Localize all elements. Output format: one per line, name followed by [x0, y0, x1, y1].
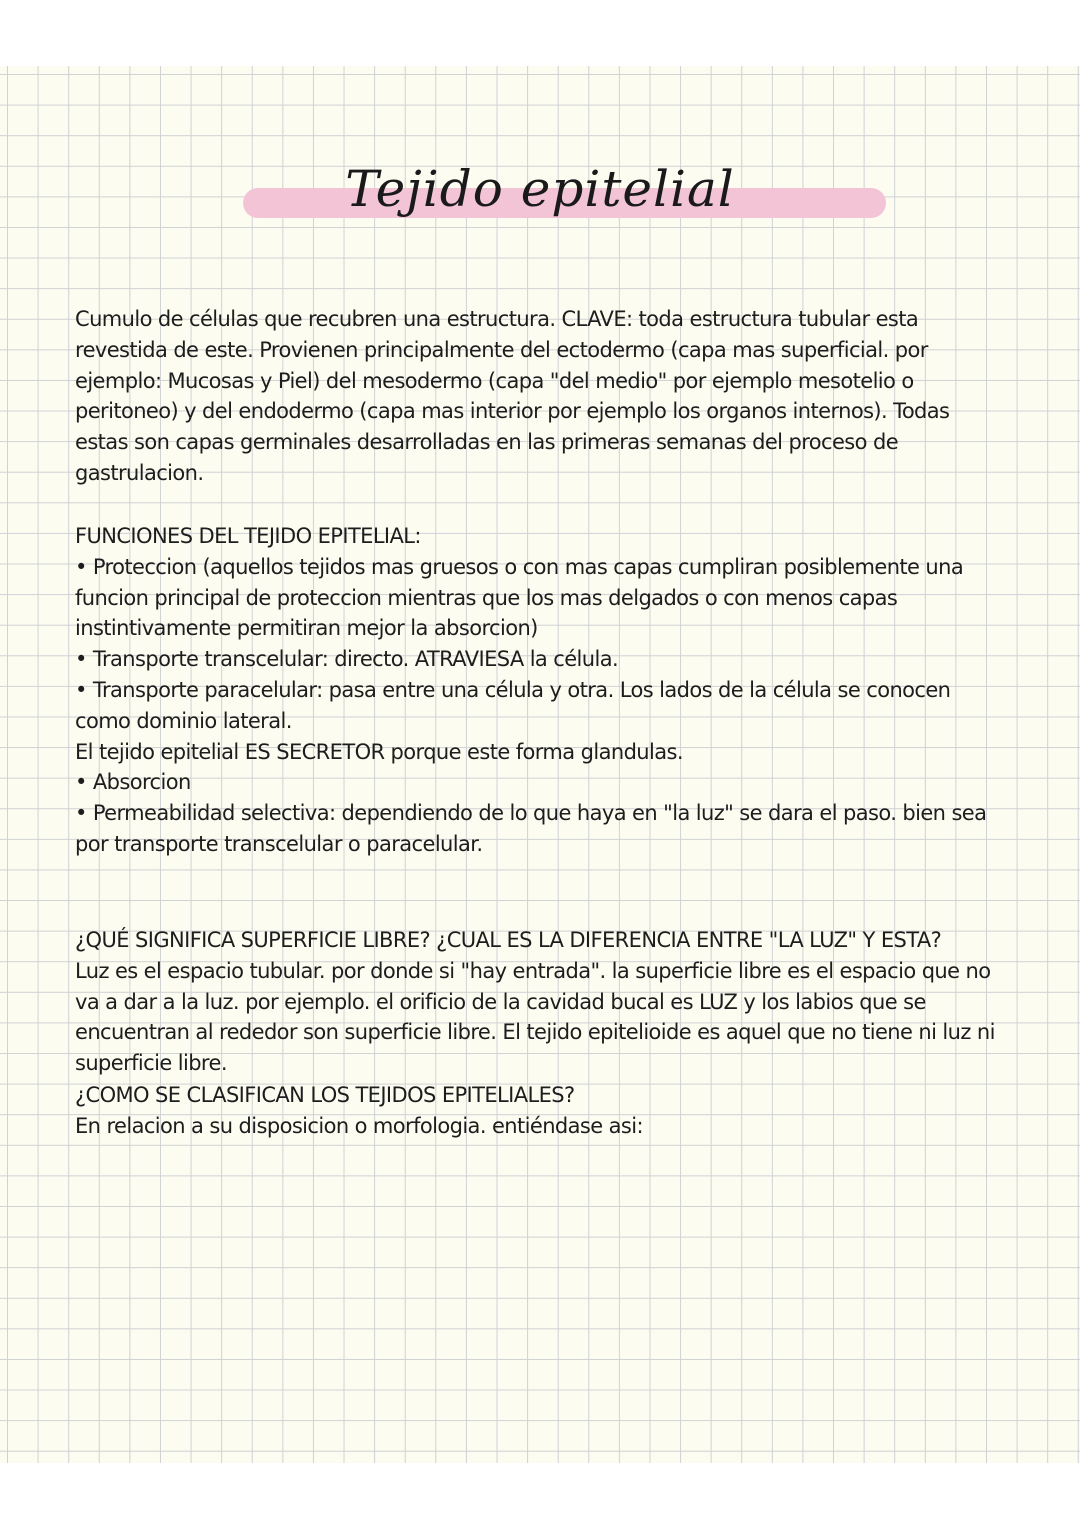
- clasificacion-heading: ¿COMO SE CLASIFICAN LOS TEJIDOS EPITELIALES?: [75, 1083, 575, 1107]
- funciones-section: [75, 521, 1005, 860]
- clasificacion-section: [75, 1080, 1005, 1142]
- funciones-item-absorcion: • Absorcion: [75, 770, 191, 795]
- funciones-item-permeabilidad: • Permeabilidad selectiva: dependiendo de lo que haya en "la luz" se dara el paso. bien sea por transporte transcelular o paracelular.: [75, 801, 987, 856]
- superficie-section: [75, 925, 1005, 1079]
- superficie-heading: ¿QUÉ SIGNIFICA SUPERFICIE LIBRE? ¿CUAL ES LA DIFERENCIA ENTRE "LA LUZ" Y ESTA?: [75, 928, 942, 952]
- funciones-item-paracelular: • Transporte paracelular: pasa entre una célula y otra. Los lados de la célula se conocen como dominio lateral.: [75, 677, 951, 733]
- funciones-secretor: El tejido epitelial ES SECRETOR porque este forma glandulas.: [75, 739, 683, 764]
- funciones-item-transcelular: • Transporte transcelular: directo. ATRAVIESA la célula.: [75, 647, 619, 672]
- funciones-heading: FUNCIONES DEL TEJIDO EPITELIAL:: [75, 524, 421, 548]
- page-title: Tejido epitelial: [345, 160, 735, 218]
- clasificacion-text: En relacion a su disposicion o morfologia. entiéndase asi:: [75, 1113, 643, 1138]
- intro-paragraph: [75, 304, 1005, 489]
- superficie-text: Luz es el espacio tubular. por donde si "hay entrada". la superficie libre es el espacio que no va a dar a la luz. por ejemplo. el orificio de la cavidad bucal es LUZ y los labios que se encuentran al rededor son superficie libre. El tejido epitelioide es aquel que no tiene ni luz ni superficie libre.: [75, 958, 995, 1076]
- funciones-item-proteccion: • Proteccion (aquellos tejidos mas gruesos o con mas capas cumpliran posiblemente una funcion principal de proteccion mientras que los mas delgados o con menos capas instintivamente permitiran mejor la absorcion): [75, 554, 964, 641]
- intro-text: Cumulo de células que recubren una estructura. CLAVE: toda estructura tubular esta revestida de este. Provienen principalmente del ectodermo (capa mas superficial. por ejemplo: Mucosas y Piel) del mesodermo (capa "del medio" por ejemplo mesotelio o peritoneo) y del endodermo (capa mas interior por ejemplo los organos internos). Todas estas son capas germinales desarrolladas en las primeras semanas del proceso de gastrulacion.: [75, 307, 950, 485]
